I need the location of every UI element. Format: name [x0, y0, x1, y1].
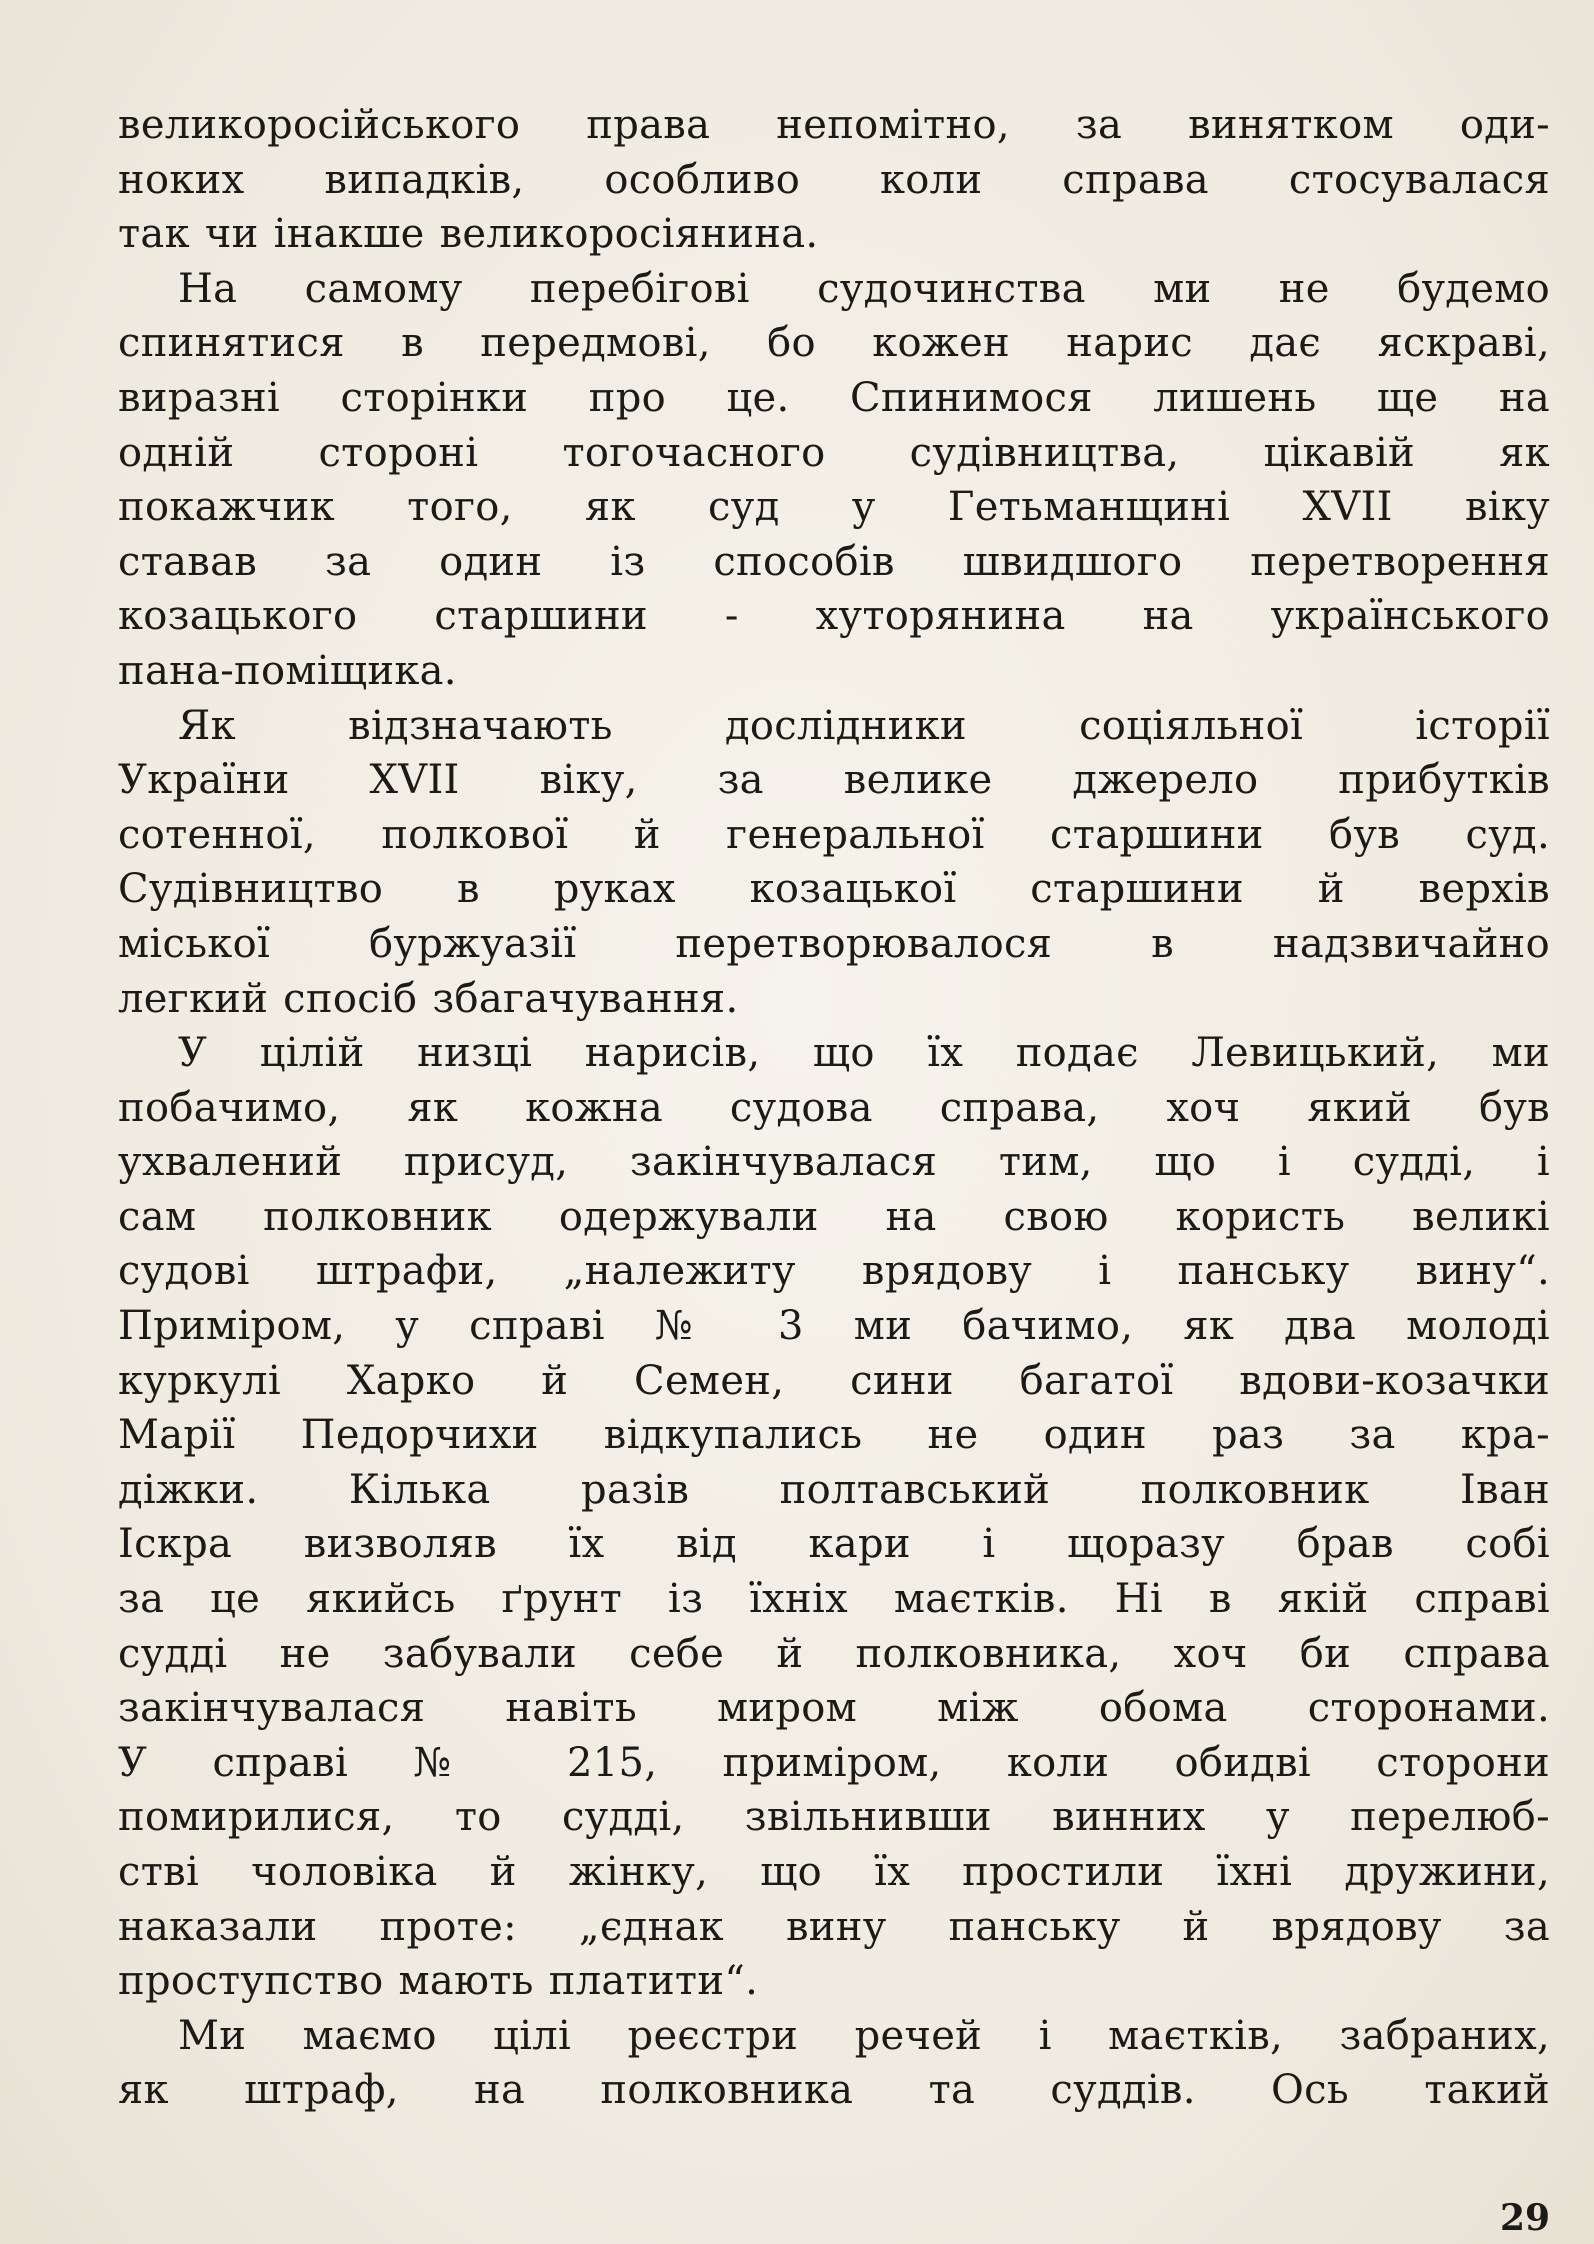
text-line: козацького старшини - хуторянина на українського [118, 593, 1550, 640]
text-line: стві чоловіка й жінку, що їх простили їхні дружини, [118, 1849, 1550, 1895]
text-line: діжки. Кілька разів полтавський полковник Іван [118, 1466, 1550, 1513]
paragraph-start-line: Як відзначають дослідники соціяльної історії [178, 702, 1550, 749]
text-line: Марії Педорчихи відкупались не один раз за кра- [118, 1412, 1550, 1459]
paragraph-start-line: Ми маємо цілі реєстри речей і маєтків, забраних, [178, 2012, 1550, 2059]
text-line: судді не забували себе й полковника, хоч би справа [118, 1630, 1550, 1677]
text-line: легкий спосіб збагачування. [118, 975, 739, 1022]
text-line: ноких випадків, особливо коли справа стосувалася [118, 156, 1550, 203]
text-line: Приміром, у справі № 3 ми бачимо, як два молоді [118, 1303, 1550, 1350]
text-line: побачимо, як кожна судова справа, хоч який був [118, 1084, 1550, 1131]
text-line: ухвалений присуд, закінчувалася тим, що і судді, і [118, 1139, 1550, 1186]
text-line: ставав за один із способів швидшого перетворення [118, 538, 1550, 585]
text-line: як штраф, на полковника та суддів. Ось такий [118, 2067, 1550, 2114]
page-number: 29 [1500, 2197, 1551, 2239]
body-text [118, 98, 1550, 2118]
text-line: великоросійського права непомітно, за винятком оди- [118, 102, 1550, 148]
text-line: сотенної, полкової й генеральної старшини був суд. [118, 811, 1550, 858]
text-line: одній стороні тогочасного судівництва, цікавій як [118, 429, 1550, 476]
text-line: спинятися в передмові, бо кожен нарис дає яскраві, [118, 320, 1550, 367]
paragraph-start-line: На самому перебігові судочинства ми не будемо [178, 265, 1550, 312]
text-line: сам полковник одержували на свою користь великі [118, 1193, 1550, 1240]
text-line: так чи інакше великоросіянина. [118, 211, 819, 258]
text-line: України XVII віку, за велике джерело прибутків [118, 757, 1550, 804]
paragraph-start-line: У цілій низці нарисів, що їх подає Левицький, ми [178, 1030, 1550, 1077]
text-line: помирилися, то судді, звільнивши винних у перелюб- [118, 1794, 1550, 1841]
text-line: У справі № 215, приміром, коли обидві сторони [118, 1739, 1550, 1786]
text-line: куркулі Харко й Семен, сини багатої вдови-козачки [118, 1357, 1550, 1404]
text-line: міської буржуазії перетворювалося в надзвичайно [118, 920, 1550, 967]
text-line: виразні сторінки про це. Спинимося лишень ще на [118, 374, 1550, 421]
text-line: покажчик того, як суд у Гетьманщині XVII віку [118, 484, 1550, 531]
text-line: судові штрафи, „належиту врядову і панську вину“. [118, 1248, 1550, 1295]
text-line: проступство мають платити“. [118, 1958, 759, 2005]
text-line: закінчувалася навіть миром між обома сторонами. [118, 1685, 1550, 1732]
text-line: за це якийсь ґрунт із їхніх маєтків. Ні в якій справі [118, 1576, 1550, 1623]
text-line: Іскра визволяв їх від кари і щоразу брав собі [118, 1521, 1550, 1568]
text-line: пана-поміщика. [118, 647, 457, 694]
text-line: Судівництво в руках козацької старшини й верхів [118, 866, 1550, 913]
text-line: наказали проте: „єднак вину панську й врядову за [118, 1903, 1550, 1950]
